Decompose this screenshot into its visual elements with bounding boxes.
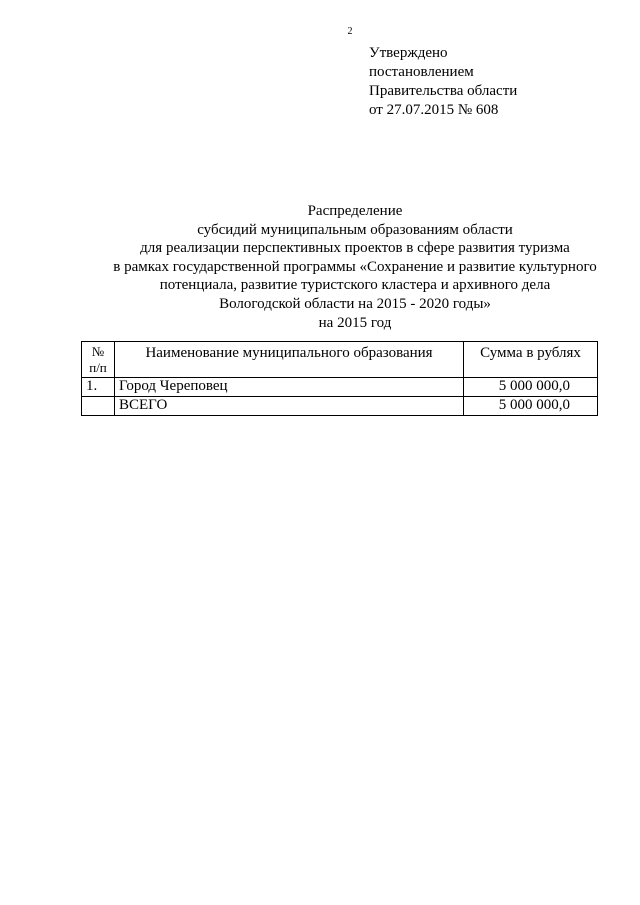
- header-number: [82, 342, 115, 378]
- row-total-label: ВСЕГО: [115, 397, 464, 416]
- header-number-line: п/п: [89, 360, 107, 375]
- title-line: в рамках государственной программы «Сохранение и развитие культурного: [113, 258, 597, 275]
- approval-line: от 27.07.2015 № 608: [369, 102, 499, 118]
- title-line: Распределение: [307, 203, 403, 219]
- approval-line: Правительства области: [369, 83, 518, 99]
- title-line: Вологодской области на 2015 - 2020 годы»: [219, 295, 491, 312]
- header-municipality: Наименование муниципального образования: [115, 342, 464, 378]
- document-title: [60, 202, 640, 332]
- approval-stamp: [369, 44, 619, 120]
- table-row-total: [82, 397, 598, 416]
- page-number: 2: [347, 26, 353, 37]
- title-line: субсидий муниципальным образованиям области: [197, 221, 513, 238]
- approval-line: Утверждено: [369, 45, 448, 61]
- approval-line: постановлением: [369, 64, 474, 80]
- header-number-line: №: [91, 344, 105, 359]
- table-row: [82, 378, 598, 397]
- row-number: 1.: [82, 378, 115, 397]
- row-total-sum: 5 000 000,0: [464, 397, 598, 416]
- row-sum: 5 000 000,0: [464, 378, 598, 397]
- row-number: [82, 397, 115, 416]
- title-line: потенциала, развитие туристского кластера и архивного дела: [159, 277, 551, 294]
- title-line: на 2015 год: [318, 314, 392, 331]
- table-header-row: [82, 342, 598, 378]
- distribution-table: [81, 341, 598, 416]
- title-line: для реализации перспективных проектов в сфере развития туризма: [140, 240, 570, 257]
- row-municipality: Город Череповец: [115, 378, 464, 397]
- header-sum: Сумма в рублях: [464, 342, 598, 378]
